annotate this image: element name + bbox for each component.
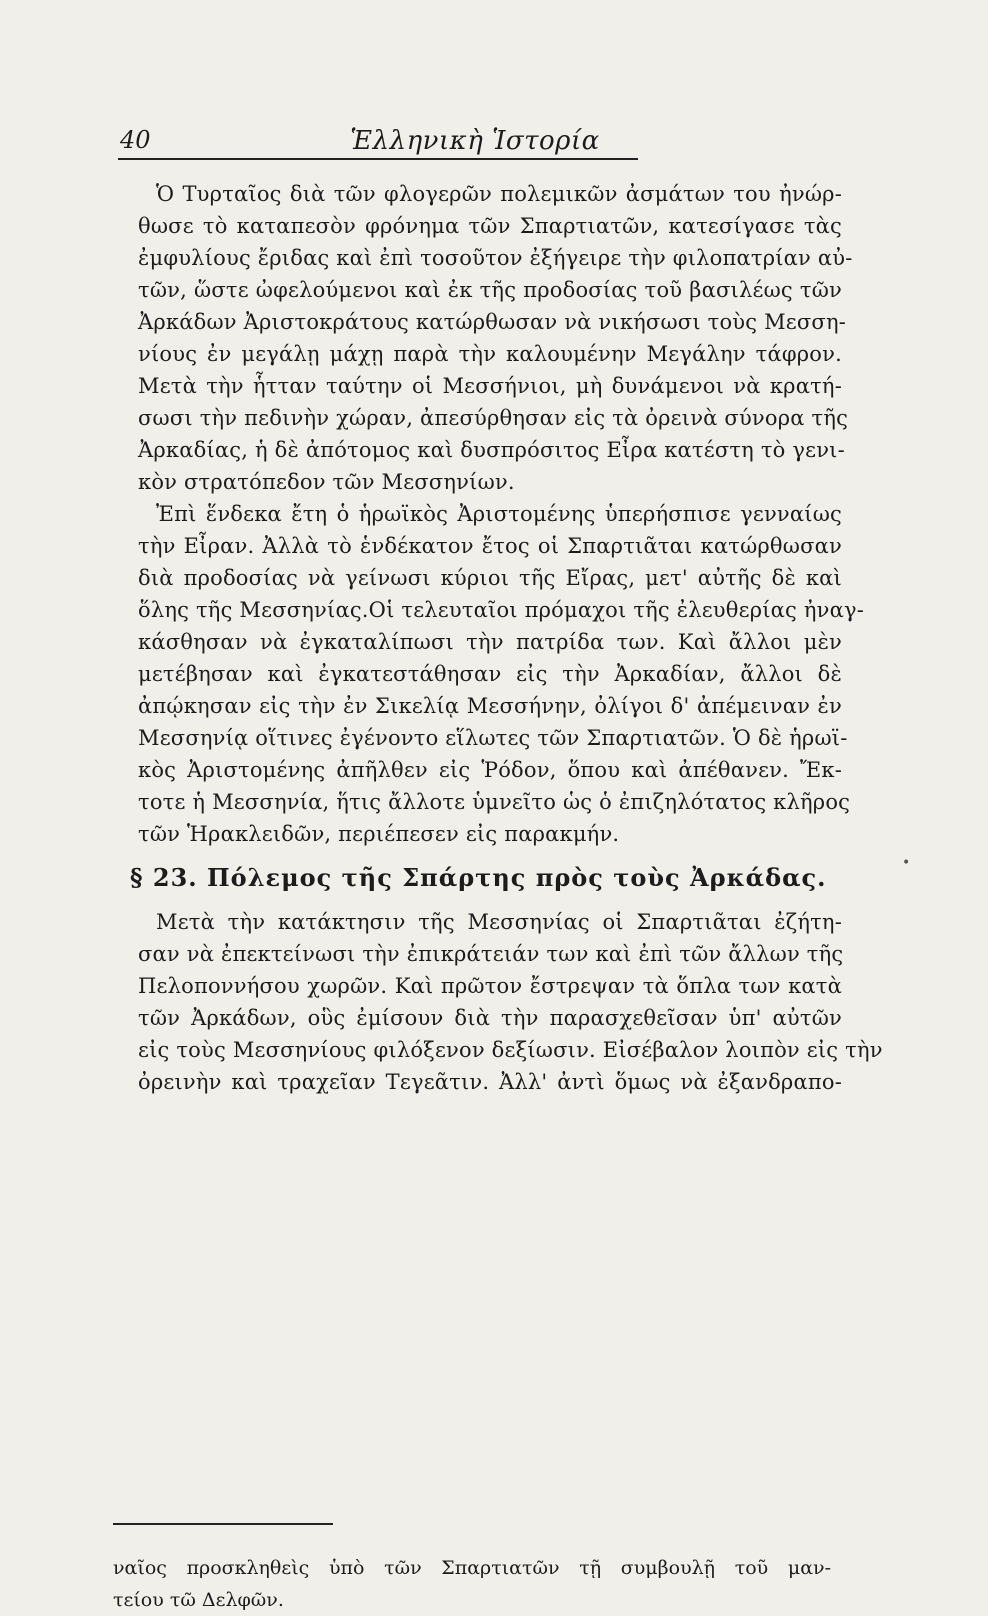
section-heading: § 23. Πόλεμος τῆς Σπάρτης πρὸς τοὺς Ἀρκάδας. bbox=[130, 863, 827, 892]
text-line: σαν νὰ ἐπεκτείνωσι τὴν ἐπικράτειάν των καὶ ἐπὶ τῶν ἄλλων τῆς bbox=[138, 942, 844, 966]
text-line: Μεσσηνίᾳ οἵτινες ἐγένοντο εἵλωτες τῶν Σπαρτιατῶν. Ὁ δὲ ἡρωϊ- bbox=[138, 726, 848, 750]
text-line: Ἀρκαδίας, ἡ δὲ ἀπότομος καὶ δυσπρόσιτος Εἶρα κατέστη τὸ γενι- bbox=[138, 438, 845, 462]
text-line: τὴν Εἶραν. Ἀλλὰ τὸ ἑνδέκατον ἔτος οἱ Σπαρτιᾶται κατώρθωσαν bbox=[138, 534, 842, 558]
text-line: ἐμφυλίους ἔριδας καὶ ἐπὶ τοσοῦτον ἐξήγειρε τὴν φιλοπατρίαν αὐ- bbox=[138, 246, 853, 270]
text-line: τῶν Ἡρακλειδῶν, περιέπεσεν εἰς παρακμήν. bbox=[138, 822, 620, 846]
text-line: σωσι τὴν πεδινὴν χώραν, ἀπεσύρθησαν εἰς τὰ ὀρεινὰ σύνορα τῆς bbox=[138, 406, 849, 430]
text-line: διὰ προδοσίας νὰ γείνωσι κύριοι τῆς Εἴρας, μετ' αὐτῆς δὲ καὶ bbox=[138, 566, 842, 590]
text-line: τῶν, ὥστε ὠφελούμενοι καὶ ἐκ τῆς προδοσίας τοῦ βασιλέως τῶν bbox=[138, 278, 842, 302]
header-rule bbox=[118, 158, 638, 160]
page-header bbox=[116, 122, 834, 162]
text-line: θωσε τὸ καταπεσὸν φρόνημα τῶν Σπαρτιατῶν, κατεσίγασε τὰς bbox=[138, 214, 842, 238]
text-line: Ἀρκάδων Ἀριστοκράτους κατώρθωσαν νὰ νικήσωσι τοὺς Μεσση- bbox=[138, 310, 847, 334]
footnote-line: τείου τῶ Δελφῶν. bbox=[113, 1589, 284, 1611]
footnote-rule bbox=[113, 1523, 333, 1525]
text-line: τῶν Ἀρκάδων, οὓς ἐμίσουν διὰ τὴν παρασχεθεῖσαν ὑπ' αὐτῶν bbox=[138, 1006, 842, 1030]
text-line: τοτε ἡ Μεσσηνία, ἥτις ἄλλοτε ὑμνεῖτο ὡς ὁ ἐπιζηλότατος κλῆρος bbox=[138, 790, 851, 814]
main-text bbox=[130, 178, 883, 1098]
text-line: εἰς τοὺς Μεσσηνίους φιλόξενον δεξίωσιν. Εἰσέβαλον λοιπὸν εἰς τὴν bbox=[138, 1038, 883, 1062]
text-line: νίους ἐν μεγάλῃ μάχῃ παρὰ τὴν καλουμένην Μεγάλην τάφρον. bbox=[138, 342, 842, 366]
text-line: Πελοποννήσου χωρῶν. Καὶ πρῶτον ἔστρεψαν τὰ ὅπλα των κατὰ bbox=[138, 974, 842, 998]
running-title: Ἑλληνικὴ Ἱστορία bbox=[350, 126, 600, 156]
text-line: ἀπῴκησαν εἰς τὴν ἐν Σικελίᾳ Μεσσήνην, ὀλίγοι δ' ἀπέμειναν ἐν bbox=[138, 694, 842, 718]
footnote bbox=[113, 1552, 831, 1616]
text-line: Ἐπὶ ἕνδεκα ἔτη ὁ ἡρωϊκὸς Ἀριστομένης ὑπερήσπισε γενναίως bbox=[156, 502, 842, 526]
margin-mark: • bbox=[902, 855, 911, 871]
text-line: κάσθησαν νὰ ἐγκαταλίπωσι τὴν πατρίδα των. Καὶ ἄλλοι μὲν bbox=[138, 630, 842, 654]
text-line: Μετὰ τὴν κατάκτησιν τῆς Μεσσηνίας οἱ Σπαρτιᾶται ἐζήτη- bbox=[156, 910, 842, 934]
text-line: Ὁ Τυρταῖος διὰ τῶν φλογερῶν πολεμικῶν ἀσμάτων του ἠνώρ- bbox=[156, 182, 842, 206]
text-line: Μετὰ τὴν ἧτταν ταύτην οἱ Μεσσήνιοι, μὴ δυνάμενοι νὰ κρατή- bbox=[138, 374, 842, 398]
text-line: ὀρεινὴν καὶ τραχεῖαν Τεγεᾶτιν. Ἀλλ' ἀντὶ ὅμως νὰ ἐξανδραπο- bbox=[138, 1070, 842, 1094]
text-line: μετέβησαν καὶ ἐγκατεστάθησαν εἰς τὴν Ἀρκαδίαν, ἄλλοι δὲ bbox=[138, 662, 842, 686]
text-line: κὸς Ἀριστομένης ἀπῆλθεν εἰς Ῥόδον, ὅπου καὶ ἀπέθανεν. Ἔκ- bbox=[138, 758, 842, 782]
footnote-line: ναῖος προσκληθεὶς ὑπὸ τῶν Σπαρτιατῶν τῇ συμβουλῇ τοῦ μαν- bbox=[113, 1557, 831, 1579]
page-number: 40 bbox=[120, 126, 151, 154]
text-line: ὅλης τῆς Μεσσηνίας.Οἱ τελευταῖοι πρόμαχοι τῆς ἐλευθερίας ἠναγ- bbox=[138, 598, 865, 622]
text-line: κὸν στρατόπεδον τῶν Μεσσηνίων. bbox=[138, 470, 515, 494]
